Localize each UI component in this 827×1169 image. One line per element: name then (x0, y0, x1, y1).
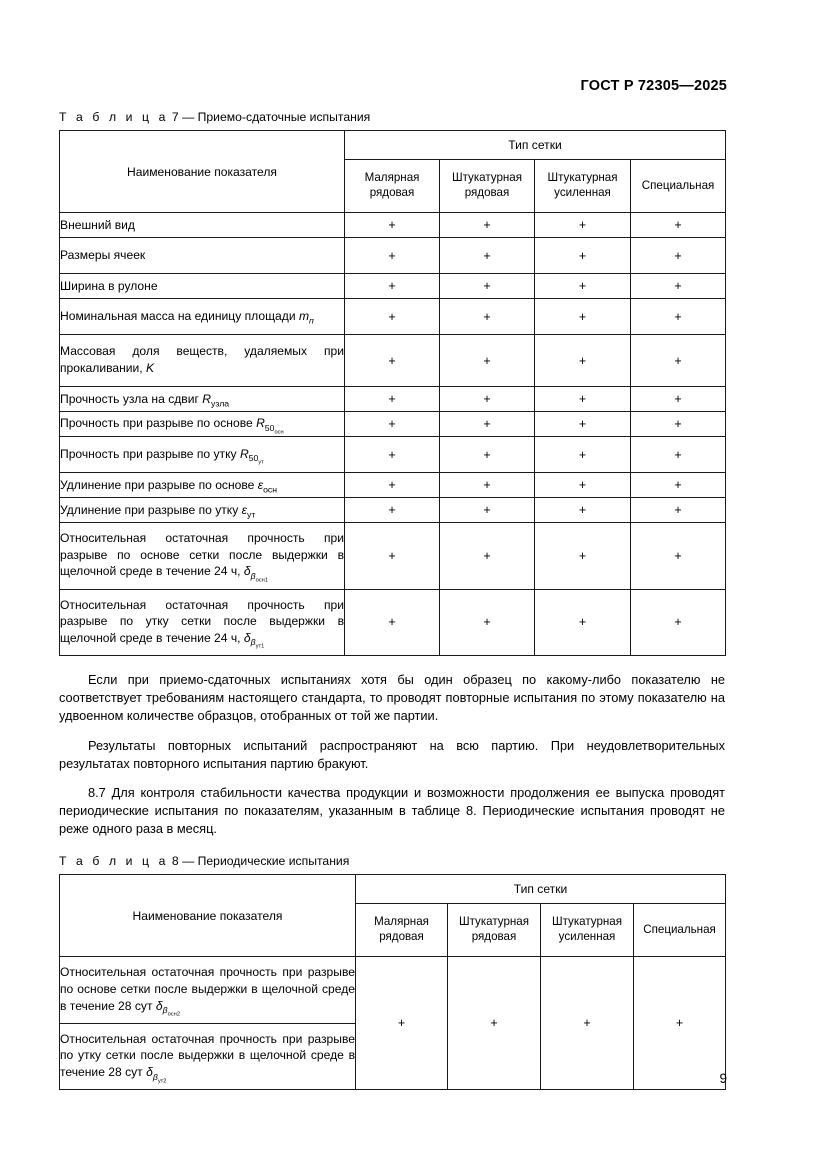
table-8-caption-dash: — (182, 854, 195, 869)
table-7-row-2-mark-4: + (631, 238, 726, 274)
col-2-line-1: Штукатурная (451, 171, 523, 185)
table-7-row-1-mark-3: + (535, 213, 631, 238)
table-row (60, 473, 726, 498)
table-7-row-6-mark-1: + (345, 387, 440, 412)
table-row (60, 412, 726, 437)
table-8-header-col-3 (541, 904, 634, 957)
table-7-row-11-mark-2: + (440, 523, 535, 590)
table-7-header-col-4 (631, 160, 726, 213)
table-8-caption-word: Т а б л и ц а (59, 854, 169, 869)
standard-number-header: ГОСТ Р 72305—2025 (580, 78, 727, 94)
table-7-row-7-label: Прочность при разрыве по основе $R_{50_{осн}}$ (60, 412, 345, 437)
table-7-row-10-mark-2: + (440, 498, 535, 523)
table-row (60, 335, 726, 387)
table-8-row-2-label: Относительная остаточная прочность при разрыве по утку сетки после выдержки в щелочной среде в течение 28 сут $\delta_{\beta_{ут2}}$ (60, 1023, 356, 1090)
table-7-row-10-mark-4: + (631, 498, 726, 523)
table-7-row-10-mark-1: + (345, 498, 440, 523)
table-row (60, 957, 726, 1024)
table-7-header-col-1 (345, 160, 440, 213)
table-8-header-row-1 (60, 875, 726, 904)
table-7-row-11-mark-4: + (631, 523, 726, 590)
table-row (60, 589, 726, 656)
table-8-mark-2: + (448, 957, 541, 1090)
table-7-row-2-mark-3: + (535, 238, 631, 274)
table-7-row-4-mark-1: + (345, 299, 440, 335)
table-7-row-5-mark-4: + (631, 335, 726, 387)
table-7-row-9-mark-2: + (440, 473, 535, 498)
table-7-caption-title: Приемо-сдаточные испытания (197, 110, 371, 124)
table-7-header-name: Наименование показателя (60, 131, 345, 213)
col-1-line-1: Малярная (364, 171, 420, 185)
table-7-row-9-mark-4: + (631, 473, 726, 498)
table-7-row-3-mark-1: + (345, 274, 440, 299)
table-7-row-12-mark-3: + (535, 589, 631, 656)
col-1-line-2: рядовая (379, 930, 424, 944)
table-8-header-name: Наименование показателя (60, 875, 356, 957)
col-2-line-2: рядовая (471, 930, 517, 944)
table-7-header-col-3 (535, 160, 631, 213)
table-7-row-4-mark-3: + (535, 299, 631, 335)
col-3-line-1: Штукатурная (547, 171, 618, 185)
table-7-row-8-mark-1: + (345, 437, 440, 473)
table-7-row-7-mark-2: + (440, 412, 535, 437)
paragraph-clause-8-7: 8.7 Для контроля стабильности качества продукции и возможности продолжения ее выпуска проводят периодические испытания по показателям, указанным в таблице 8. Периодические испытания проводят не реже одного раза в месяц. (59, 784, 725, 837)
table-7-row-11-mark-1: + (345, 523, 440, 590)
table-8-caption (59, 854, 725, 868)
table-7-row-5-label: Массовая доля веществ, удаляемых при прокаливании, K (60, 335, 345, 387)
table-7-row-1-mark-2: + (440, 213, 535, 238)
table-7-row-12-mark-1: + (345, 589, 440, 656)
table-7-row-5-mark-2: + (440, 335, 535, 387)
col-1-line-1: Малярная (374, 915, 429, 929)
table-8-mark-4: + (634, 957, 726, 1090)
table-7-row-12-mark-2: + (440, 589, 535, 656)
table-7-row-11-label: Относительная остаточная прочность при разрыве по основе сетки после выдержки в щелочной среде в течение 24 ч, $\delta_{\beta_{осн1}}$ (60, 523, 345, 590)
table-7-row-12-label: Относительная остаточная прочность при разрыве по утку сетки после выдержки в щелочной среде в течение 24 ч, $\delta_{\beta_{ут1}}$ (60, 589, 345, 656)
table-7-row-6-mark-3: + (535, 387, 631, 412)
table-8-caption-number: 8 (171, 854, 179, 869)
table-7-row-3-mark-3: + (535, 274, 631, 299)
col-3-line-1: Штукатурная (551, 915, 623, 929)
table-8-caption-title: Периодические испытания (197, 854, 350, 869)
table-7-row-3-mark-4: + (631, 274, 726, 299)
table-7-row-1-mark-1: + (345, 213, 440, 238)
col-2-line-2: рядовая (464, 186, 510, 199)
paragraph-results: Результаты повторных испытаний распространяют на всю партию. При неудовлетворительных результатах повторного испытания партию бракуют. (59, 737, 725, 771)
table-8-header-group: Тип сетки (356, 875, 726, 904)
table-8-header-col-1 (356, 904, 448, 957)
table-7-caption-dash: — (182, 110, 195, 124)
table-7-row-3-mark-2: + (440, 274, 535, 299)
table-7-row-6-mark-4: + (631, 387, 726, 412)
table-7-caption-number: 7 (171, 110, 179, 124)
table-7-row-7-mark-3: + (535, 412, 631, 437)
paragraph-retest: Если при приемо-сдаточных испытаниях хотя бы один образец по какому-либо показателю не соответствует требованиям настоящего стандарта, то проводят повторные испытания по этому показателю на удвоенном количестве образцов, отобранных от той же партии. (59, 672, 725, 724)
table-7-row-1-label: Внешний вид (60, 213, 345, 238)
table-7-header-group: Тип сетки (345, 131, 726, 160)
col-3-line-2: усиленная (558, 930, 616, 944)
table-7-row-2-mark-1: + (345, 238, 440, 274)
table-7-row-4-mark-2: + (440, 299, 535, 335)
table-7-row-2-label: Размеры ячеек (60, 238, 345, 274)
table-row (60, 498, 726, 523)
table-7-row-8-mark-2: + (440, 437, 535, 473)
table-row (60, 213, 726, 238)
table-8-header-col-2 (448, 904, 541, 957)
col-4-line-1: Специальная (643, 922, 716, 936)
table-7-row-3-label: Ширина в рулоне (60, 274, 345, 299)
table-7-row-5-mark-3: + (535, 335, 631, 387)
table-row (60, 523, 726, 590)
col-3-line-2: усиленная (554, 186, 611, 199)
table-7-row-8-label: Прочность при разрыве по утку $R_{50_{ут}}$ (60, 437, 345, 473)
table-7-row-8-mark-4: + (631, 437, 726, 473)
table-8-mark-1: + (356, 957, 448, 1090)
table-7 (59, 130, 726, 656)
table-7-header-row-1 (60, 131, 726, 160)
table-7-row-5-mark-1: + (345, 335, 440, 387)
table-8-row-1-label: Относительная остаточная прочность при разрыве по основе сетки после выдержки в щелочной среде в течение 28 сут $\delta_{\beta_{осн2}}$ (60, 957, 356, 1024)
table-7-caption (59, 110, 725, 124)
table-7-header-col-2 (440, 160, 535, 213)
table-7-row-11-mark-3: + (535, 523, 631, 590)
col-4-line-1: Специальная (641, 178, 715, 192)
col-2-line-1: Штукатурная (458, 915, 530, 929)
table-7-row-10-mark-3: + (535, 498, 631, 523)
table-7-row-9-label: Удлинение при разрыве по основе $\varepsilon_{осн}$ (60, 473, 345, 498)
table-7-row-7-mark-1: + (345, 412, 440, 437)
table-7-row-4-mark-4: + (631, 299, 726, 335)
table-7-row-4-label: Номинальная масса на единицу площади $m_п$ (60, 299, 345, 335)
table-7-row-9-mark-3: + (535, 473, 631, 498)
page-content (59, 110, 725, 1090)
page-number: 9 (719, 1071, 727, 1086)
table-row (60, 299, 726, 335)
table-7-row-6-mark-2: + (440, 387, 535, 412)
table-row (60, 387, 726, 412)
table-8-mark-3: + (541, 957, 634, 1090)
table-row (60, 238, 726, 274)
table-8 (59, 874, 726, 1090)
body-paragraphs (59, 671, 725, 838)
table-7-row-1-mark-4: + (631, 213, 726, 238)
table-row (60, 274, 726, 299)
table-row (60, 437, 726, 473)
col-1-line-2: рядовая (369, 186, 415, 199)
table-7-row-2-mark-2: + (440, 238, 535, 274)
table-8-header-col-4 (634, 904, 726, 957)
table-7-row-12-mark-4: + (631, 589, 726, 656)
table-7-row-10-label: Удлинение при разрыве по утку $\varepsilon_{ут}$ (60, 498, 345, 523)
table-7-row-7-mark-4: + (631, 412, 726, 437)
table-7-row-8-mark-3: + (535, 437, 631, 473)
table-7-row-6-label: Прочность узла на сдвиг $R_{узла}$ (60, 387, 345, 412)
table-7-row-9-mark-1: + (345, 473, 440, 498)
table-7-caption-word: Т а б л и ц а (59, 110, 169, 124)
